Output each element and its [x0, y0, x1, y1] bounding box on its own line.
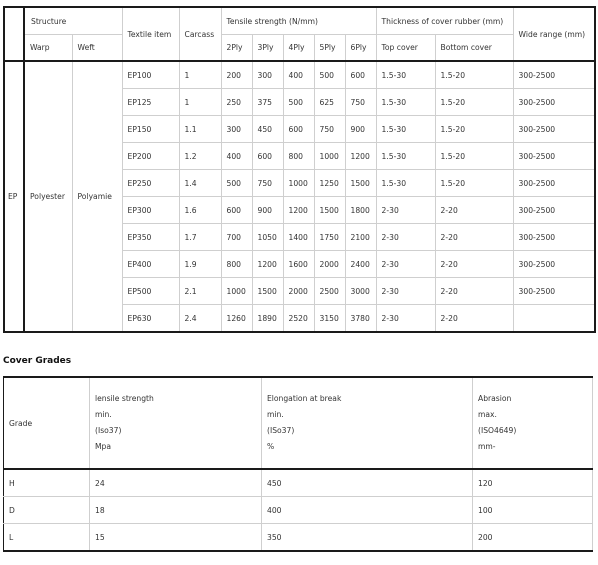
cell-p3: 600 — [252, 143, 283, 170]
grade-header: Grade — [4, 377, 90, 469]
cell-p5: 625 — [314, 89, 345, 116]
cell-p5: 1750 — [314, 224, 345, 251]
cell-item: EP125 — [122, 89, 179, 116]
cell-p5: 3150 — [314, 305, 345, 333]
cell-p4: 2000 — [283, 278, 314, 305]
cell-p4: 1000 — [283, 170, 314, 197]
cell-p2: 1000 — [221, 278, 252, 305]
textile-item-header: Textile item — [122, 7, 179, 61]
cell-top: 1.5-30 — [376, 170, 435, 197]
cell-abrasion: 100 — [473, 497, 593, 524]
cell-bottom: 1.5-20 — [435, 61, 513, 89]
cover-grades-heading: Cover Grades — [3, 356, 72, 366]
thickness-header: Thickness of cover rubber (mm) — [376, 7, 513, 35]
cell-bottom: 2-20 — [435, 197, 513, 224]
cell-top: 1.5-30 — [376, 116, 435, 143]
cell-bottom: 1.5-20 — [435, 143, 513, 170]
cell-item: EP500 — [122, 278, 179, 305]
cell-item: EP200 — [122, 143, 179, 170]
abrasion-header: Abrasion max. (ISO4649) mm- — [473, 377, 593, 469]
weft-cell: Polyamie — [72, 61, 122, 332]
cell-bottom: 1.5-20 — [435, 89, 513, 116]
cell-wide: 300-2500 — [513, 170, 595, 197]
top-cover-header: Top cover — [376, 35, 435, 62]
ply-header: 6Ply — [345, 35, 376, 62]
carcass-header: Carcass — [179, 7, 221, 61]
cell-top: 2-30 — [376, 305, 435, 333]
cell-elongation: 350 — [262, 524, 473, 552]
cell-item: EP350 — [122, 224, 179, 251]
cell-grade: D — [4, 497, 90, 524]
cell-p6: 3000 — [345, 278, 376, 305]
cell-p2: 300 — [221, 116, 252, 143]
cell-p3: 1890 — [252, 305, 283, 333]
cell-p4: 800 — [283, 143, 314, 170]
cell-p3: 900 — [252, 197, 283, 224]
cell-wide: 300-2500 — [513, 278, 595, 305]
cell-bottom: 2-20 — [435, 305, 513, 333]
cell-p5: 1500 — [314, 197, 345, 224]
table-row — [4, 497, 593, 524]
spec-corner-cell — [4, 7, 24, 61]
cell-carcass: 2.1 — [179, 278, 221, 305]
cell-tensile: 15 — [90, 524, 262, 552]
ply-header: 2Ply — [221, 35, 252, 62]
cell-p4: 1600 — [283, 251, 314, 278]
cell-item: EP100 — [122, 61, 179, 89]
warp-header: Warp — [24, 35, 72, 62]
cell-p6: 1800 — [345, 197, 376, 224]
cell-wide: 300-2500 — [513, 197, 595, 224]
cell-p3: 375 — [252, 89, 283, 116]
cell-item: EP630 — [122, 305, 179, 333]
cell-p4: 2520 — [283, 305, 314, 333]
ply-header: 3Ply — [252, 35, 283, 62]
cell-carcass: 1 — [179, 89, 221, 116]
cell-wide: 300-2500 — [513, 224, 595, 251]
cell-p6: 900 — [345, 116, 376, 143]
cell-carcass: 1.1 — [179, 116, 221, 143]
cell-p5: 2000 — [314, 251, 345, 278]
ply-header: 4Ply — [283, 35, 314, 62]
cell-item: EP250 — [122, 170, 179, 197]
cell-item: EP400 — [122, 251, 179, 278]
cell-top: 1.5-30 — [376, 61, 435, 89]
cell-p4: 400 — [283, 61, 314, 89]
cell-grade: L — [4, 524, 90, 552]
cell-p5: 1000 — [314, 143, 345, 170]
cell-p2: 250 — [221, 89, 252, 116]
cell-carcass: 1.6 — [179, 197, 221, 224]
cell-p6: 1200 — [345, 143, 376, 170]
table-row — [4, 524, 593, 552]
cell-p3: 1200 — [252, 251, 283, 278]
cell-bottom: 1.5-20 — [435, 116, 513, 143]
cell-p6: 3780 — [345, 305, 376, 333]
cell-p3: 750 — [252, 170, 283, 197]
cell-tensile: 24 — [90, 469, 262, 497]
cell-p2: 400 — [221, 143, 252, 170]
cell-top: 1.5-30 — [376, 143, 435, 170]
cell-top: 2-30 — [376, 278, 435, 305]
cell-elongation: 450 — [262, 469, 473, 497]
cell-carcass: 1.4 — [179, 170, 221, 197]
cell-p5: 1250 — [314, 170, 345, 197]
cell-top: 2-30 — [376, 224, 435, 251]
cell-wide: 300-2500 — [513, 89, 595, 116]
cell-grade: H — [4, 469, 90, 497]
cell-p3: 1050 — [252, 224, 283, 251]
table-row — [4, 61, 595, 89]
cell-bottom: 2-20 — [435, 278, 513, 305]
cell-top: 1.5-30 — [376, 89, 435, 116]
cell-p4: 600 — [283, 116, 314, 143]
cell-carcass: 1.7 — [179, 224, 221, 251]
cell-p2: 600 — [221, 197, 252, 224]
ply-header: 5Ply — [314, 35, 345, 62]
cell-p6: 2100 — [345, 224, 376, 251]
cell-wide: 300-2500 — [513, 116, 595, 143]
cell-wide: 300-2500 — [513, 251, 595, 278]
cell-p6: 2400 — [345, 251, 376, 278]
cell-p6: 1500 — [345, 170, 376, 197]
cell-abrasion: 200 — [473, 524, 593, 552]
cell-wide — [513, 305, 595, 333]
cell-bottom: 1.5-20 — [435, 170, 513, 197]
cell-p2: 700 — [221, 224, 252, 251]
cell-top: 2-30 — [376, 197, 435, 224]
cell-p3: 450 — [252, 116, 283, 143]
cell-item: EP150 — [122, 116, 179, 143]
cell-bottom: 2-20 — [435, 224, 513, 251]
cell-p2: 500 — [221, 170, 252, 197]
cell-p2: 1260 — [221, 305, 252, 333]
cell-p6: 600 — [345, 61, 376, 89]
cell-wide: 300-2500 — [513, 61, 595, 89]
cover-grades-table — [3, 376, 593, 552]
cell-p4: 1200 — [283, 197, 314, 224]
weft-header: Weft — [72, 35, 122, 62]
belt-type-cell: EP — [4, 61, 24, 332]
cell-p2: 800 — [221, 251, 252, 278]
cell-p3: 300 — [252, 61, 283, 89]
cell-carcass: 2.4 — [179, 305, 221, 333]
cell-p5: 2500 — [314, 278, 345, 305]
cell-p5: 750 — [314, 116, 345, 143]
belt-spec-table — [3, 6, 596, 333]
elongation-header: Elongation at break min. (ISo37) % — [262, 377, 473, 469]
warp-cell: Polyester — [24, 61, 72, 332]
bottom-cover-header: Bottom cover — [435, 35, 513, 62]
cell-item: EP300 — [122, 197, 179, 224]
cell-bottom: 2-20 — [435, 251, 513, 278]
cell-carcass: 1.9 — [179, 251, 221, 278]
cell-p2: 200 — [221, 61, 252, 89]
structure-header: Structure — [24, 7, 122, 35]
cell-carcass: 1 — [179, 61, 221, 89]
cell-p6: 750 — [345, 89, 376, 116]
cell-p5: 500 — [314, 61, 345, 89]
cell-wide: 300-2500 — [513, 143, 595, 170]
cell-top: 2-30 — [376, 251, 435, 278]
cell-carcass: 1.2 — [179, 143, 221, 170]
cell-p3: 1500 — [252, 278, 283, 305]
table-row — [4, 469, 593, 497]
cell-p4: 500 — [283, 89, 314, 116]
wide-range-header: Wide range (mm) — [513, 7, 595, 61]
cell-tensile: 18 — [90, 497, 262, 524]
tensile-strength-header: Tensile strength (N/mm) — [221, 7, 376, 35]
tensile-strength-min-header: lensile strength min. (Iso37) Mpa — [90, 377, 262, 469]
cell-abrasion: 120 — [473, 469, 593, 497]
cell-p4: 1400 — [283, 224, 314, 251]
cell-elongation: 400 — [262, 497, 473, 524]
